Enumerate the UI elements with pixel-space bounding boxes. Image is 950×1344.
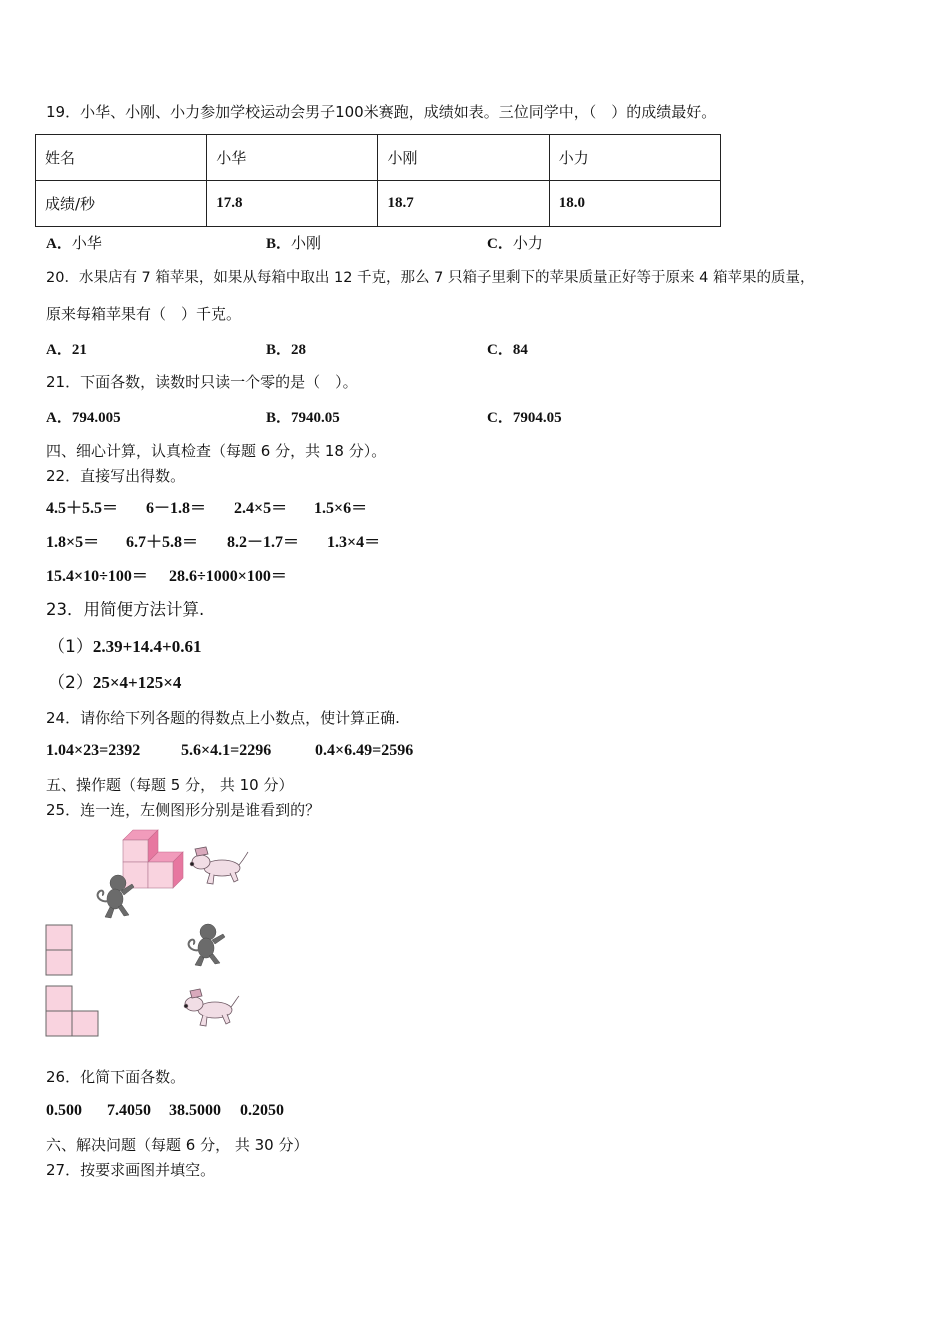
section-4-heading: 四、细心计算，认真检查（每题 6 分，共 18 分）。 <box>46 442 387 460</box>
table-header-xiaogang: 小刚 <box>378 135 549 181</box>
option-value: 小力 <box>512 234 543 252</box>
q21-option-b[interactable] <box>266 407 340 428</box>
question-20-line1: 20．水果店有 7 箱苹果，如果从每箱中取出 12 千克，那么 7 只箱子里剩下的苹果质量正好等于原来 4 箱苹果的质量， <box>46 270 815 286</box>
q22-row-1 <box>46 499 367 519</box>
question-19-text: 19．小华、小刚、小力参加学校运动会男子100米赛跑，成绩如表。三位同学中，（ ）的成绩最好。 <box>46 103 717 121</box>
l-shape-squares-shape[interactable] <box>46 986 98 1036</box>
question-27-text: 27．按要求画图并填空。 <box>46 1161 216 1179</box>
item-expression: 25×4+125×4 <box>92 673 182 692</box>
calc-item: 5.6×4.1=2296 <box>181 742 272 759</box>
option-value: 21 <box>71 342 87 358</box>
calc-item: 15.4×10÷100＝ <box>46 568 148 585</box>
q20-option-a[interactable] <box>46 339 87 360</box>
question-26-text: 26．化简下面各数。 <box>46 1068 186 1086</box>
table-row <box>36 135 721 181</box>
calc-item: 6－1.8＝ <box>146 500 207 517</box>
calc-item: 1.8×5＝ <box>46 534 100 551</box>
cube-stack-icon <box>123 830 183 888</box>
q20-option-c[interactable] <box>487 339 528 360</box>
option-letter: C． <box>487 410 513 426</box>
question-22-text: 22．直接写出得数。 <box>46 467 186 485</box>
q26-items <box>46 1101 284 1121</box>
calc-item: 1.3×4＝ <box>327 534 381 551</box>
option-value: 28 <box>291 342 307 358</box>
question-21-text: 21．下面各数，读数时只读一个零的是（ ）。 <box>46 373 358 391</box>
dog-icon[interactable] <box>184 989 239 1026</box>
item-label: （2） <box>48 673 93 693</box>
calc-item: 1.04×23=2392 <box>46 742 141 759</box>
table-row-label: 成绩/秒 <box>36 181 207 227</box>
question-25-text: 25．连一连，左侧图形分别是谁看到的？ <box>46 801 321 819</box>
q24-items <box>46 741 413 761</box>
table-cell: 18.0 <box>549 181 720 227</box>
option-letter: A． <box>46 236 72 252</box>
q22-row-3 <box>46 567 287 587</box>
calc-item: 28.6÷1000×100＝ <box>169 568 287 585</box>
option-letter: A． <box>46 342 72 358</box>
number-item: 38.5000 <box>169 1102 221 1119</box>
item-label: （1） <box>48 637 93 657</box>
question-20-line2: 原来每箱苹果有（ ）千克。 <box>46 305 242 323</box>
table-cell: 18.7 <box>378 181 549 227</box>
calc-item: 0.4×6.49=2596 <box>315 742 414 759</box>
section-6-heading: 六、解决问题（每题 6 分， 共 30 分） <box>46 1136 309 1154</box>
q23-item-2 <box>48 673 181 693</box>
number-item: 7.4050 <box>107 1102 151 1119</box>
number-item: 0.500 <box>46 1102 82 1119</box>
calc-item: 4.5＋5.5＝ <box>46 500 119 517</box>
option-letter: B． <box>266 236 292 252</box>
option-value: 7904.05 <box>512 410 562 426</box>
q19-option-b[interactable] <box>266 233 321 254</box>
option-letter: B． <box>266 342 292 358</box>
monkey-icon[interactable] <box>189 924 225 966</box>
dog-icon <box>190 847 248 884</box>
scores-table <box>35 134 721 227</box>
view-shapes <box>44 923 104 1038</box>
q23-item-1 <box>48 637 201 657</box>
option-value: 小华 <box>71 234 102 252</box>
option-value: 84 <box>512 342 528 358</box>
question-24-text: 24．请你给下列各题的得数点上小数点，使计算正确. <box>46 709 400 727</box>
number-item: 0.2050 <box>240 1102 284 1119</box>
item-expression: 2.39+14.4+0.61 <box>92 637 202 656</box>
question-23-text: 23．用简便方法计算. <box>46 600 205 619</box>
option-letter: C． <box>487 236 513 252</box>
table-header-name: 姓名 <box>36 135 207 181</box>
section-5-heading: 五、操作题（每题 5 分， 共 10 分） <box>46 776 294 794</box>
table-cell: 17.8 <box>207 181 378 227</box>
q19-option-a[interactable] <box>46 233 102 254</box>
option-letter: C． <box>487 342 513 358</box>
two-vertical-squares-shape[interactable] <box>46 925 72 975</box>
q19-option-c[interactable] <box>487 233 543 254</box>
q21-option-a[interactable] <box>46 407 121 428</box>
q22-row-2 <box>46 533 380 553</box>
option-letter: B． <box>266 410 292 426</box>
table-row <box>36 181 721 227</box>
calc-item: 1.5×6＝ <box>314 500 368 517</box>
option-value: 7940.05 <box>291 410 340 426</box>
viewer-animals <box>178 918 248 1038</box>
calc-item: 2.4×5＝ <box>234 500 288 517</box>
cube-scene-figure <box>80 825 260 925</box>
option-letter: A． <box>46 410 72 426</box>
table-header-xiaoli: 小力 <box>549 135 720 181</box>
q20-option-b[interactable] <box>266 339 306 360</box>
calc-item: 8.2－1.7＝ <box>227 534 300 551</box>
option-value: 794.005 <box>71 410 121 426</box>
option-value: 小刚 <box>291 234 322 252</box>
calc-item: 6.7＋5.8＝ <box>126 534 199 551</box>
table-header-xiaohua: 小华 <box>207 135 378 181</box>
q21-option-c[interactable] <box>487 407 562 428</box>
